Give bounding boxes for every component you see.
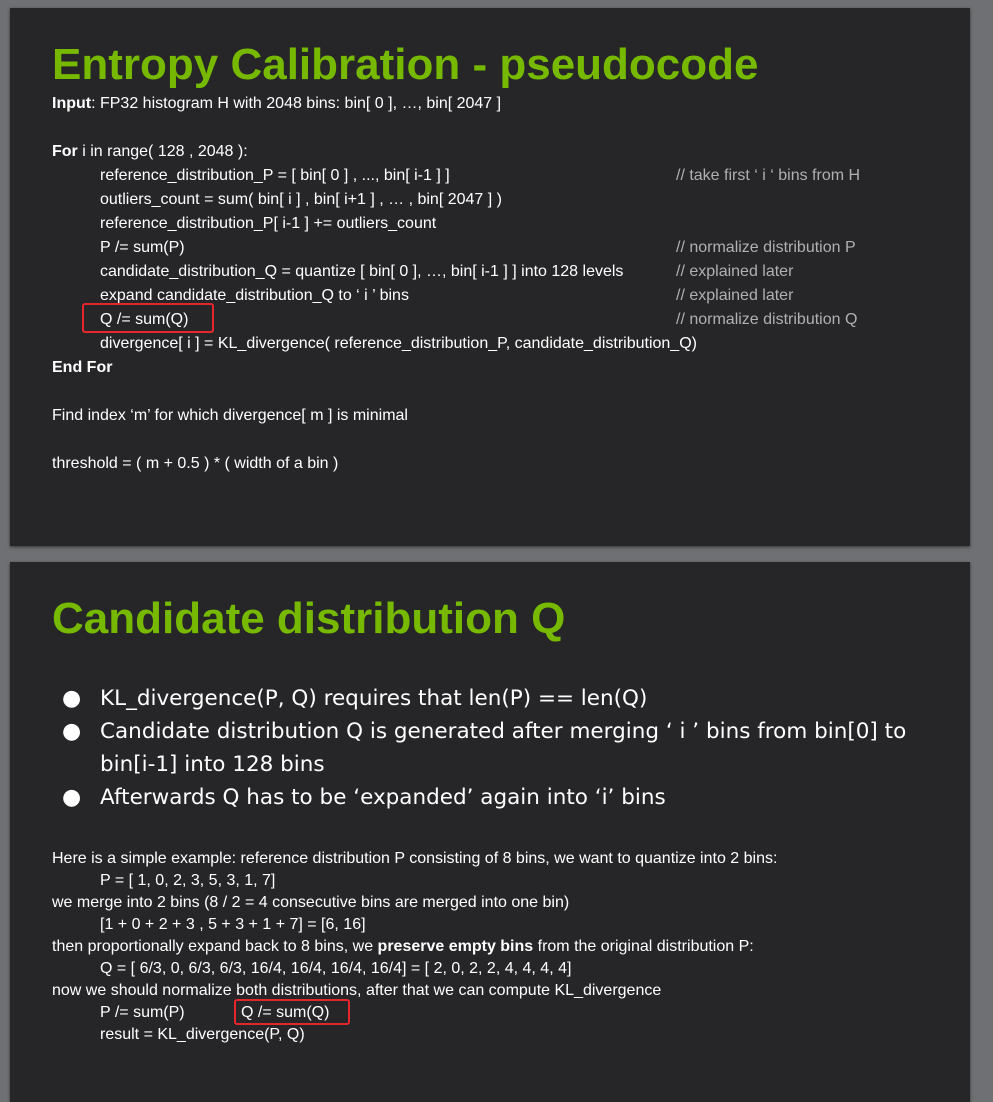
- merge-text: we merge into 2 bins (8 / 2 = 4 consecutive bins are merged into one bin): [52, 894, 570, 911]
- bullet-text: KL_divergence(P, Q) requires that len(P) == len(Q): [100, 686, 648, 711]
- q-values: Q = [ 6/3, 0, 6/3, 6/3, 16/4, 16/4, 16/4, 16/4] = [ 2, 0, 2, 2, 4, 4, 4, 4]: [100, 960, 572, 977]
- code-line: reference_distribution_P = [ bin[ 0 ] , ..., bin[ i-1 ] ]: [100, 167, 450, 184]
- p-normalize: P /= sum(P): [100, 1004, 185, 1021]
- bullet-dot-icon: ●: [62, 785, 82, 810]
- code-comment: // normalize distribution P: [676, 239, 856, 256]
- normalize-text: now we should normalize both distributions, after that we can compute KL_divergence: [52, 982, 662, 999]
- expand-pre: then proportionally expand back to 8 bins, we: [52, 938, 378, 955]
- slide-candidate-distribution: [10, 562, 970, 1102]
- code-line: candidate_distribution_Q = quantize [ bin[ 0 ], …, bin[ i-1 ] ] into 128 levels: [100, 263, 624, 280]
- bullet-dot-icon: ●: [62, 719, 82, 744]
- expand-post: from the original distribution P:: [533, 938, 754, 955]
- code-comment: // normalize distribution Q: [676, 311, 858, 328]
- bullet-text: Candidate distribution Q is generated after merging ‘ i ’ bins from bin[0] to bin[i-1] into 128 bins: [100, 719, 907, 777]
- bullet-item: [52, 781, 932, 814]
- bullet-list: [52, 682, 932, 814]
- threshold-line: threshold = ( m + 0.5 ) * ( width of a bin ): [52, 455, 339, 472]
- highlight-box: [234, 999, 350, 1025]
- find-index-line: Find index ‘m’ for which divergence[ m ] is minimal: [52, 407, 408, 424]
- code-comment: // take first ‘ i ‘ bins from H: [676, 167, 861, 184]
- merge-values: [1 + 0 + 2 + 3 , 5 + 3 + 1 + 7] = [6, 16]: [100, 916, 366, 933]
- code-line: expand candidate_distribution_Q to ‘ i ’ bins: [100, 287, 409, 304]
- input-line: [52, 94, 501, 114]
- input-label: Input: [52, 95, 92, 112]
- code-comment: // explained later: [676, 263, 794, 280]
- code-line: reference_distribution_P[ i-1 ] += outliers_count: [100, 215, 437, 232]
- end-for-line: [52, 358, 112, 378]
- for-line: [52, 142, 248, 162]
- q-normalize: Q /= sum(Q): [241, 1004, 330, 1021]
- code-line: outliers_count = sum( bin[ i ] , bin[ i+1 ] , … , bin[ 2047 ] ): [100, 191, 502, 208]
- result-line: result = KL_divergence(P, Q): [100, 1026, 305, 1043]
- bullet-item: [52, 715, 932, 781]
- example-intro: Here is a simple example: reference distribution P consisting of 8 bins, we want to quantize into 2 bins:: [52, 850, 778, 867]
- bullet-item: [52, 682, 932, 715]
- code-line: divergence[ i ] = KL_divergence( reference_distribution_P, candidate_distribution_Q): [100, 335, 697, 352]
- code-comment: // explained later: [676, 287, 794, 304]
- end-for-keyword: End For: [52, 359, 113, 376]
- expand-text: [52, 936, 754, 958]
- bullet-dot-icon: ●: [62, 686, 82, 711]
- slide-entropy-calibration: [10, 8, 970, 546]
- expand-bold: preserve empty bins: [377, 938, 534, 955]
- p-values: P = [ 1, 0, 2, 3, 5, 3, 1, 7]: [100, 872, 276, 889]
- for-keyword: For: [52, 143, 78, 160]
- for-text: i in range( 128 , 2048 ):: [77, 143, 248, 160]
- bullet-text: Afterwards Q has to be ‘expanded’ again into ‘i’ bins: [100, 785, 666, 810]
- slide2-title: Candidate distribution Q: [52, 594, 566, 643]
- input-text: : FP32 histogram H with 2048 bins: bin[ 0 ], …, bin[ 2047 ]: [91, 95, 502, 112]
- highlight-box: [82, 303, 214, 333]
- code-line-normalize-q: Q /= sum(Q): [100, 311, 189, 328]
- slide1-title: Entropy Calibration - pseudocode: [52, 40, 759, 89]
- code-line: P /= sum(P): [100, 239, 185, 256]
